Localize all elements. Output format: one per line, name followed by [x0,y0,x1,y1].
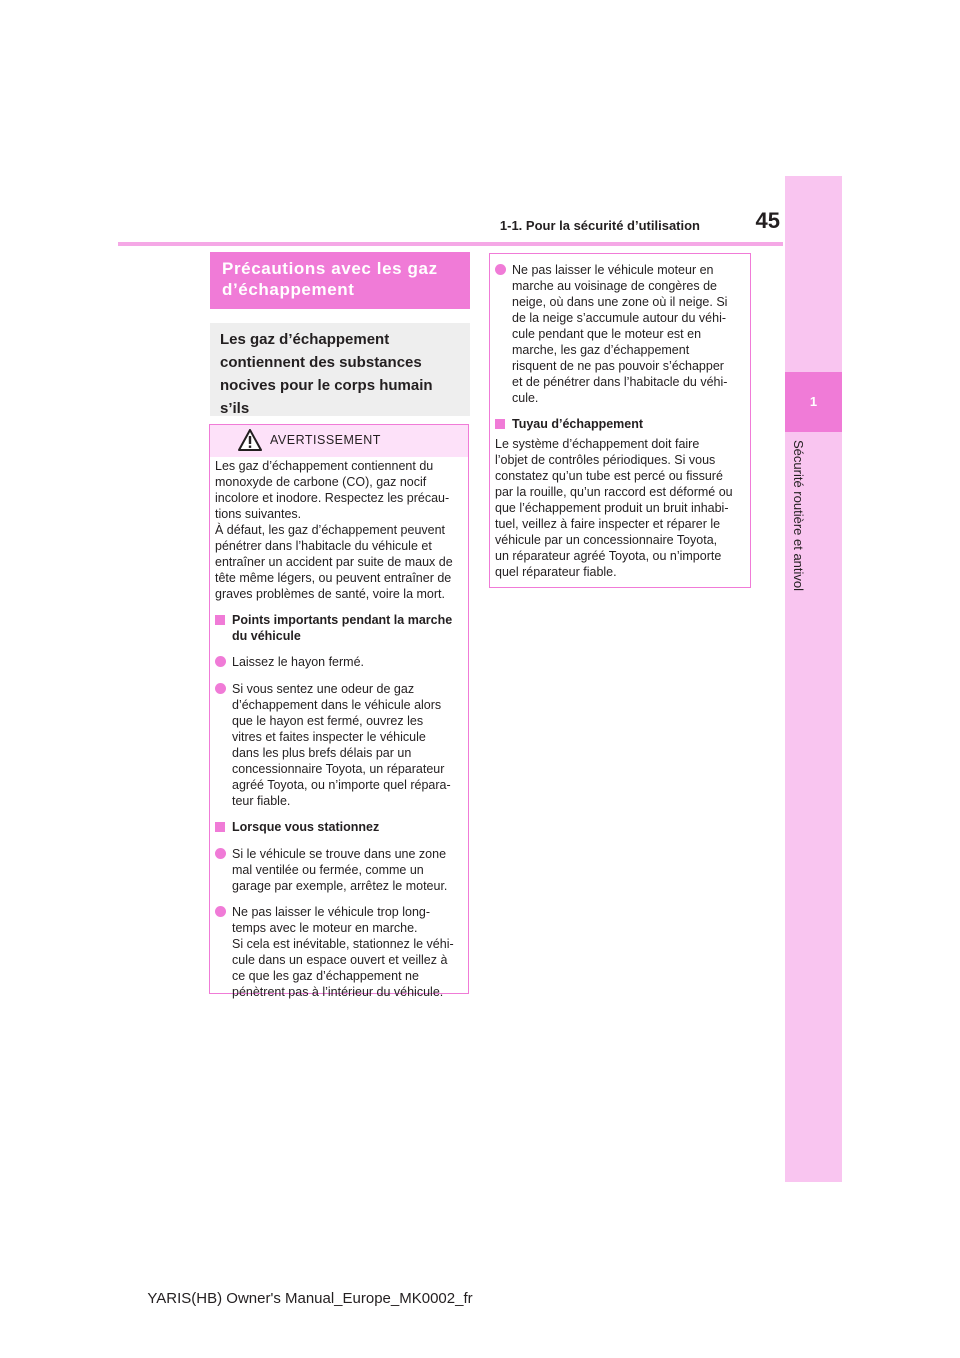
square-bullet-icon [215,615,225,625]
exhaust-paragraph [495,436,746,580]
subheading-driving [215,612,464,644]
text-line: Ne pas laisser le véhicule moteur en [512,263,714,277]
warning-title: AVERTISSEMENT [270,433,381,447]
circle-bullet-icon [495,264,506,275]
text-line: agréé Toyota, ou n’importe quel répara- [232,778,451,792]
square-bullet-icon [495,419,505,429]
circle-bullet-icon [215,683,226,694]
bullet-item [215,904,464,1000]
text-line: cule. [512,391,539,405]
text-line: un réparateur agréé Toyota, ou n’importe [495,549,722,563]
text-line: de la neige s’accumule autour du véhi- [512,311,727,325]
text-line: Ne pas laisser le véhicule trop long- [232,905,431,919]
text-line: risquent de ne pas pouvoir s’échapper [512,359,724,373]
text-line: ce que les gaz d’échappement ne [232,969,419,983]
text-line: par la rouille, qu’un raccord est déformé ou [495,485,733,499]
warning-triangle-icon [238,429,262,451]
text-line: quel réparateur fiable. [495,565,617,579]
section-heading [210,252,470,309]
text-line: temps avec le moteur en marche. [232,921,418,935]
warning-body [210,458,468,1000]
text-line: garage par exemple, arrêtez le moteur. [232,879,448,893]
circle-bullet-icon [215,848,226,859]
page-footer: YARIS(HB) Owner's Manual_Europe_MK0002_fr [147,1290,473,1307]
text-line: Laissez le hayon fermé. [232,655,365,669]
text-line: que le hayon est fermé, ouvrez les [232,714,424,728]
warning-body-continued [490,254,750,580]
circle-bullet-icon [215,906,226,917]
text-line: que l’échappement produit un bruit inhabi- [495,501,729,515]
text-line: graves problèmes de santé, voire la mort. [215,587,445,601]
text-line: marche au voisinage de congères de [512,279,717,293]
text-line: d’échappement dans le véhicule alors [232,698,442,712]
text-line: Tuyau d’échappement [512,417,644,431]
text-line: marche, les gaz d’échappement [512,343,690,357]
bullet-item [215,654,464,671]
text-line: tions suivantes. [215,507,302,521]
warning-box-continued [489,253,751,588]
section-summary [210,323,470,416]
text-line: pénètrent pas à l’intérieur du véhicule. [232,985,444,999]
text-line: À défaut, les gaz d’échappement peuvent [215,523,446,537]
text-line: incolore et inodore. Respectez les précau- [215,491,450,505]
text-line: Si le véhicule se trouve dans une zone [232,847,447,861]
text-line: Lorsque vous stationnez [232,820,380,834]
text-line: dans les plus brefs délais par un [232,746,412,760]
text-line: Les gaz d’échappement contiennent du [215,459,434,473]
text-line: mal ventilée ou fermée, comme un [232,863,424,877]
text-line: et de pénétrer dans l’habitacle du véhi- [512,375,728,389]
section-title: 1-1. Pour la sécurité d’utilisation [499,218,700,233]
text-line: monoxyde de carbone (CO), gaz nocif [215,475,427,489]
chapter-label [791,440,824,680]
summary-line: Les gaz d’échappement [220,331,390,348]
subheading-exhaust-pipe [495,416,746,433]
bullet-item [215,681,464,809]
chapter-label-text: Sécurité routière et antivol [791,440,806,592]
text-line: Le système d’échappement doit faire [495,437,700,451]
header-divider [118,242,783,246]
text-line: entraîner un accident par suite de maux de [215,555,453,569]
text-line: cule pendant que le moteur est en [512,327,702,341]
circle-bullet-icon [215,656,226,667]
bullet-item [495,262,746,406]
text-line: véhicule par un concessionnaire Toyota, [495,533,718,547]
text-line: Si vous sentez une odeur de gaz [232,682,415,696]
section-heading-line: d’échappement [222,280,355,299]
text-line: neige, où dans une zone où il neige. Si [512,295,728,309]
text-line: vitres et faites inspecter le véhicule [232,730,426,744]
text-line: tuel, veillez à faire inspecter et réparer le [495,517,721,531]
text-line: concessionnaire Toyota, un réparateur [232,762,445,776]
text-line: du véhicule [232,629,301,643]
text-line: constatez qu’un tube est percé ou fissuré [495,469,723,483]
text-line: teur fiable. [232,794,291,808]
text-line: tête même légers, ou peuvent entraîner de [215,571,452,585]
summary-line: contiennent des substances [220,354,422,371]
page-number: 45 [755,208,780,233]
warning-header [210,425,468,457]
chapter-number-tab: 1 [785,372,842,432]
text-line: Points importants pendant la marche [232,613,453,627]
text-line: Si cela est inévitable, stationnez le véhi- [232,937,454,951]
text-line: cule dans un espace ouvert et veillez à [232,953,448,967]
summary-line: nocives pour le corps humain s’ils [220,377,433,417]
section-heading-line: Précautions avec les gaz [222,259,438,278]
bullet-item [215,846,464,894]
warning-intro [215,458,464,602]
warning-box [209,424,469,999]
text-line: l’objet de contrôles périodiques. Si vous [495,453,716,467]
subheading-parking [215,819,464,836]
square-bullet-icon [215,822,225,832]
text-line: pénétrer dans l’habitacle du véhicule et [215,539,432,553]
